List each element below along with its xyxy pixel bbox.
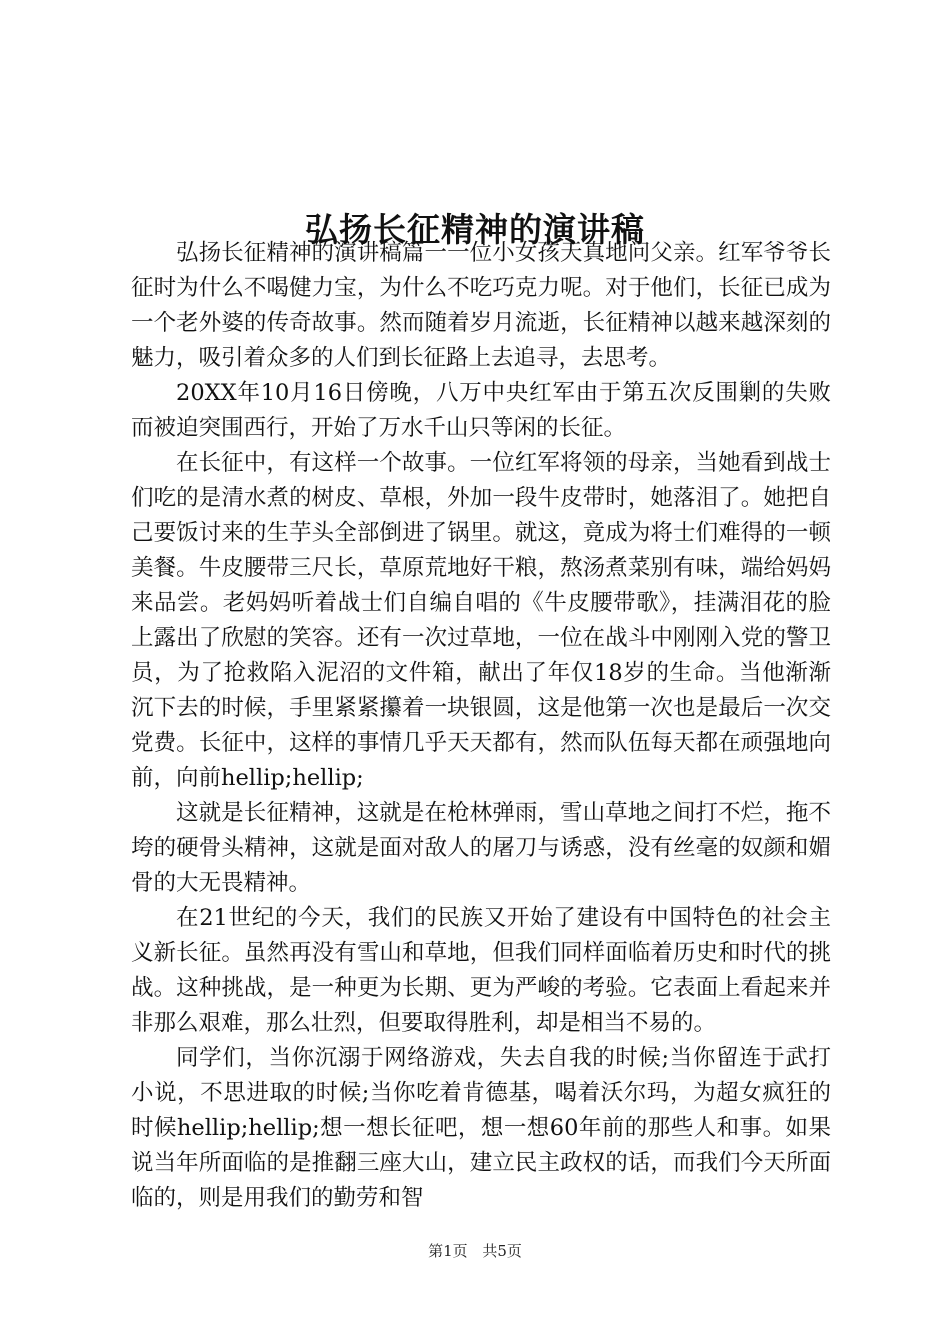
page-footer	[0, 1241, 950, 1261]
document-title: 弘扬长征精神的演讲稿	[305, 210, 645, 250]
document-body	[131, 236, 831, 1216]
paragraph: 在21世纪的今天，我们的民族又开始了建设有中国特色的社会主义新长征。虽然再没有雪山和草地，但我们同样面临着历史和时代的挑战。这种挑战，是一种更为长期、更为严峻的考验。它表面上看起来并非那么艰难，那么壮烈，但要取得胜利，却是相当不易的。	[131, 905, 831, 1036]
page-total: 共5页	[482, 1242, 522, 1260]
paragraph: 20XX年10月16日傍晚，八万中央红军由于第五次反围剿的失败而被迫突围西行，开始了万水千山只等闲的长征。	[131, 380, 831, 441]
paragraph: 这就是长征精神，这就是在枪林弹雨，雪山草地之间打不烂，拖不垮的硬骨头精神，这就是面对敌人的屠刀与诱惑，没有丝毫的奴颜和媚骨的大无畏精神。	[131, 800, 831, 896]
paragraph: 同学们，当你沉溺于网络游戏，失去自我的时候;当你留连于武打小说，不思进取的时候;当你吃着肯德基，喝着沃尔玛，为超女疯狂的时候hellip;hellip;想一想长征吧，想一想60年前的那些人和事。如果说当年所面临的是推翻三座大山，建立民主政权的话，而我们今天所面临的，则是用我们的勤劳和智	[131, 1045, 831, 1211]
page-number: 第1页	[428, 1242, 468, 1260]
paragraph: 在长征中，有这样一个故事。一位红军将领的母亲，当她看到战士们吃的是清水煮的树皮、草根，外加一段牛皮带时，她落泪了。她把自己要饭讨来的生芋头全部倒进了锅里。就这，竟成为将士们难得的一顿美餐。牛皮腰带三尺长，草原荒地好干粮，熬汤煮菜别有味，端给妈妈来品尝。老妈妈听着战士们自编自唱的《牛皮腰带歌》，挂满泪花的脸上露出了欣慰的笑容。还有一次过草地，一位在战斗中刚刚入党的警卫员，为了抢救陷入泥沼的文件箱，献出了年仅18岁的生命。当他渐渐沉下去的时候，手里紧紧攥着一块银圆，这是他第一次也是最后一次交党费。长征中，这样的事情几乎天天都有，然而队伍每天都在顽强地向前，向前hellip;hellip;	[131, 450, 831, 791]
paragraph: 弘扬长征精神的演讲稿篇一一位小女孩天真地问父亲。红军爷爷长征时为什么不喝健力宝，为什么不吃巧克力呢。对于他们，长征已成为一个老外婆的传奇故事。然而随着岁月流逝，长征精神以越来越深刻的魅力，吸引着众多的人们到长征路上去追寻，去思考。	[131, 240, 831, 371]
